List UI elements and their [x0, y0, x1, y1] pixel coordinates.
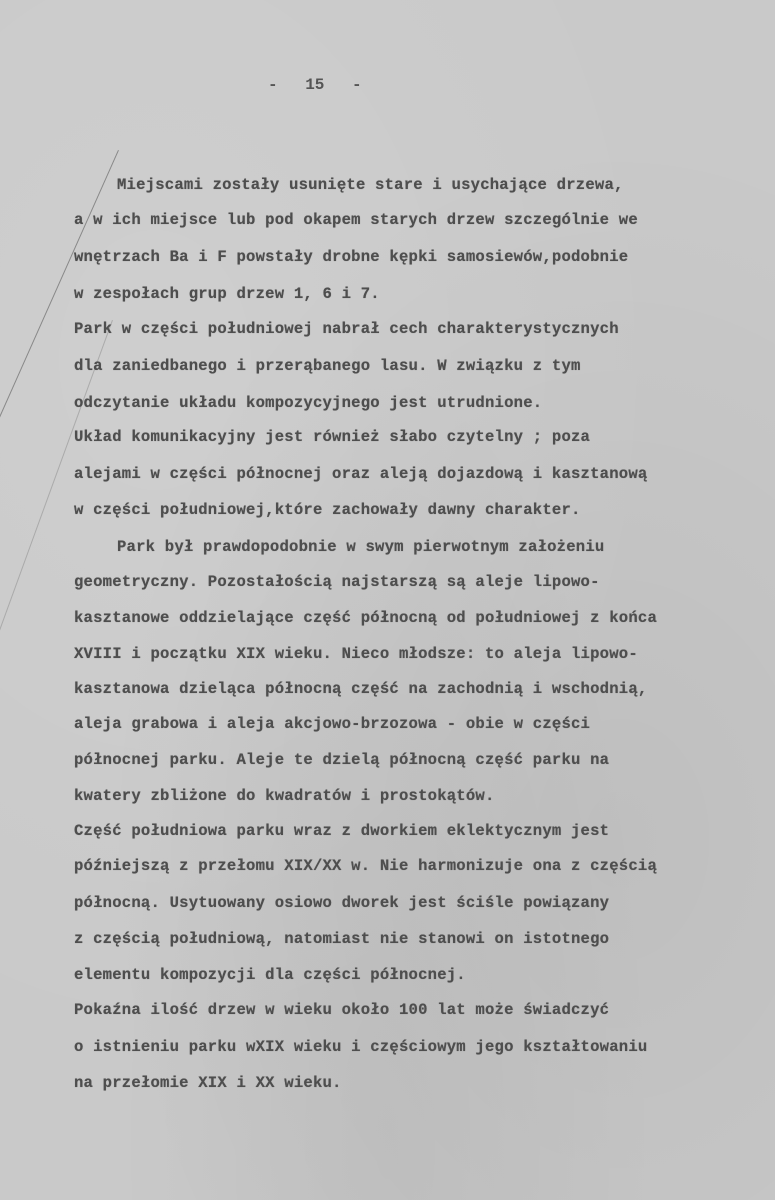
- text-line: późniejszą z przełomu XIX/XX w. Nie harmonizuje ona z częścią: [74, 857, 658, 875]
- text-line: aleja grabowa i aleja akcjowo-brzozowa - obie w części: [74, 715, 591, 733]
- text-line: Część południowa parku wraz z dworkiem eklektycznym jest: [74, 822, 610, 840]
- text-line: XVIII i początku XIX wieku. Nieco młodsze: to aleja lipowo-: [74, 645, 638, 663]
- text-line: w zespołach grup drzew 1, 6 i 7.: [74, 285, 380, 303]
- text-line: Park był prawdopodobnie w swym pierwotnym założeniu: [117, 538, 605, 556]
- text-line: północnej parku. Aleje te dzielą północną część parku na: [74, 751, 610, 769]
- text-line: o istnieniu parku wXIX wieku i częściowym jego kształtowaniu: [74, 1038, 648, 1056]
- text-line: wnętrzach Ba i F powstały drobne kępki samosiewów,podobnie: [74, 248, 629, 266]
- text-line: w części południowej,które zachowały dawny charakter.: [74, 501, 581, 519]
- text-line: odczytanie układu kompozycyjnego jest utrudnione.: [74, 394, 543, 412]
- text-line: z częścią południową, natomiast nie stanowi on istotnego: [74, 930, 610, 948]
- text-line: Miejscami zostały usunięte stare i usychające drzewa,: [117, 176, 624, 194]
- paper-crease-upper: [0, 150, 119, 461]
- text-line: kasztanowe oddzielające część północną od południowej z końca: [74, 609, 658, 627]
- text-line: Pokaźna ilość drzew w wieku około 100 lat może świadczyć: [74, 1001, 610, 1019]
- text-line: geometryczny. Pozostałością najstarszą są aleje lipowo-: [74, 573, 600, 591]
- text-line: dla zaniedbanego i przerąbanego lasu. W związku z tym: [74, 357, 581, 375]
- text-line: północną. Usytuowany osiowo dworek jest ściśle powiązany: [74, 894, 610, 912]
- text-line: na przełomie XIX i XX wieku.: [74, 1074, 342, 1092]
- text-line: kwatery zbliżone do kwadratów i prostokątów.: [74, 787, 495, 805]
- page-number: - 15 -: [268, 76, 362, 94]
- text-line: kasztanowa dzieląca północną część na zachodnią i wschodnią,: [74, 680, 648, 698]
- text-line: Układ komunikacyjny jest również słabo czytelny ; poza: [74, 428, 591, 446]
- text-line: Park w części południowej nabrał cech charakterystycznych: [74, 320, 619, 338]
- text-line: elementu kompozycji dla części północnej.: [74, 966, 466, 984]
- text-line: a w ich miejsce lub pod okapem starych drzew szczególnie we: [74, 211, 638, 229]
- text-line: alejami w części północnej oraz aleją dojazdową i kasztanową: [74, 465, 648, 483]
